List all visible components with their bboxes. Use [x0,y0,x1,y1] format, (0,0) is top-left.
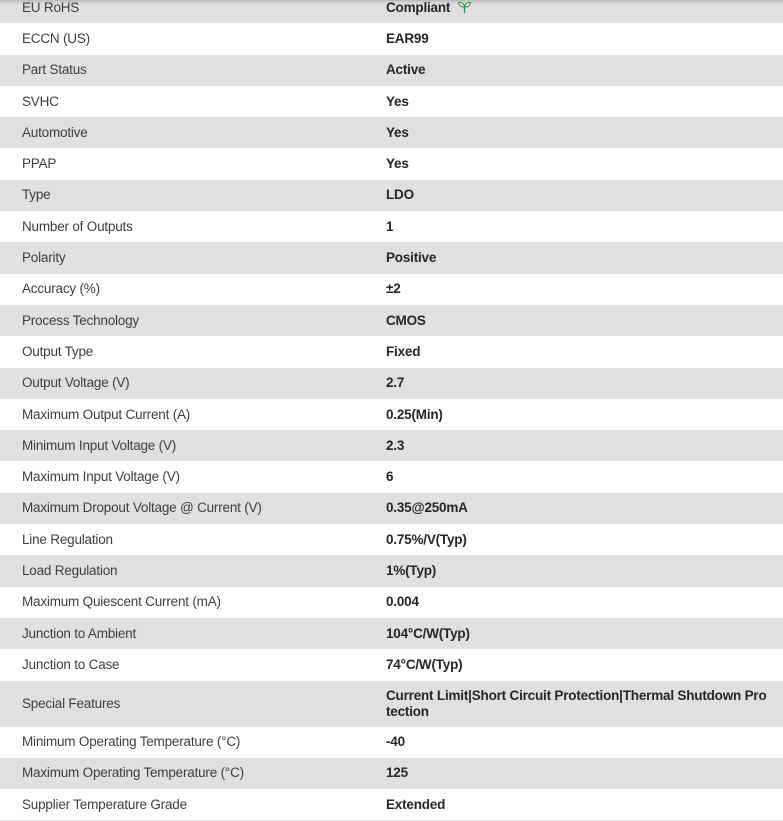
spec-value-text: ±2 [386,281,401,297]
spec-row [0,587,783,618]
spec-label: Junction to Case [22,656,120,672]
spec-row [0,211,783,242]
spec-value-text: EAR99 [386,30,429,46]
spec-label: Output Voltage (V) [22,375,130,391]
spec-value-text: LDO [386,187,414,203]
spec-label: Line Regulation [22,531,113,547]
spec-value [386,55,783,85]
spec-row [0,789,783,820]
spec-value-text: 0.35@250mA [386,500,468,516]
spec-value [386,650,783,680]
spec-label: PPAP [22,156,57,172]
spec-value [386,337,783,367]
spec-value-text: CMOS [386,312,426,328]
spec-value [386,727,783,757]
spec-value-text: 6 [386,469,394,485]
spec-row [0,727,783,758]
spec-row [0,148,783,179]
spec-value-text: 1 [386,218,394,234]
spec-label: Junction to Ambient [22,625,137,641]
spec-label: EU RoHS [22,0,80,15]
leaf-icon [457,0,472,15]
spec-label: Part Status [22,62,87,78]
spec-row [0,0,783,23]
spec-value-text: Yes [386,124,409,140]
spec-label: Minimum Operating Temperature (°C) [22,734,241,750]
spec-value [386,274,783,304]
spec-value [386,758,783,788]
spec-value-text: 1%(Typ) [386,562,437,578]
spec-label: Maximum Input Voltage (V) [22,469,180,485]
spec-value [386,180,783,210]
spec-value [386,0,783,23]
spec-row [0,493,783,524]
spec-value-text: -40 [386,734,405,750]
spec-value-text: Extended [386,796,446,812]
spec-value [386,681,783,727]
spec-value [386,493,783,523]
spec-label: ECCN (US) [22,30,90,46]
spec-value [386,212,783,242]
spec-value [386,24,783,54]
spec-value [386,619,783,649]
spec-row [0,305,783,336]
spec-value-text: 2.3 [386,437,405,453]
spec-label: Maximum Quiescent Current (mA) [22,594,221,610]
spec-row [0,618,783,649]
spec-row [0,242,783,273]
spec-label: Load Regulation [22,562,118,578]
spec-row [0,399,783,430]
spec-value-text: 0.25(Min) [386,406,443,422]
spec-label: Special Features [22,695,121,711]
spec-value-text: Compliant [386,0,451,15]
spec-label: Output Type [22,343,94,359]
spec-value [386,87,783,117]
spec-value [386,431,783,461]
spec-label: Process Technology [22,312,139,328]
spec-value-text: 125 [386,765,408,781]
spec-value-text: Fixed [386,343,421,359]
spec-row [0,55,783,86]
spec-value [386,243,783,273]
spec-label: Supplier Temperature Grade [22,796,187,812]
spec-value [386,306,783,336]
spec-value-text: 0.75%/V(Typ) [386,531,467,547]
spec-row [0,368,783,399]
spec-row [0,649,783,680]
spec-row [0,180,783,211]
spec-value-text: 104°C/W(Typ) [386,625,470,641]
spec-label: Maximum Dropout Voltage @ Current (V) [22,500,262,516]
spec-value-text: 74°C/W(Typ) [386,656,463,672]
spec-row [0,524,783,555]
spec-row [0,555,783,586]
spec-label: Type [22,187,51,203]
spec-row [0,23,783,54]
spec-row [0,336,783,367]
spec-value [386,556,783,586]
spec-value [386,368,783,398]
spec-value [386,462,783,492]
spec-row [0,274,783,305]
spec-row [0,86,783,117]
spec-label: Minimum Input Voltage (V) [22,437,177,453]
spec-value-text: 2.7 [386,375,405,391]
spec-value [386,149,783,179]
spec-label: Accuracy (%) [22,281,100,297]
spec-value [386,400,783,430]
spec-label: Maximum Operating Temperature (°C) [22,765,244,781]
spec-row [0,117,783,148]
spec-label: Automotive [22,124,88,140]
spec-row [0,430,783,461]
spec-row [0,461,783,492]
spec-value [386,790,783,820]
spec-label: Polarity [22,250,66,266]
spec-label: Number of Outputs [22,218,133,234]
spec-value [386,587,783,617]
spec-value-text: Active [386,62,426,78]
spec-value-text: Current Limit|Short Circuit Protection|Thermal Shutdown Protection [386,687,767,719]
spec-value [386,525,783,555]
spec-row [0,758,783,789]
spec-value-text: Yes [386,156,409,172]
spec-row [0,681,783,727]
spec-label: SVHC [22,93,59,109]
spec-value-text: 0.004 [386,594,419,610]
spec-value-text: Yes [386,93,409,109]
spec-value [386,118,783,148]
spec-value-text: Positive [386,250,437,266]
spec-label: Maximum Output Current (A) [22,406,191,422]
